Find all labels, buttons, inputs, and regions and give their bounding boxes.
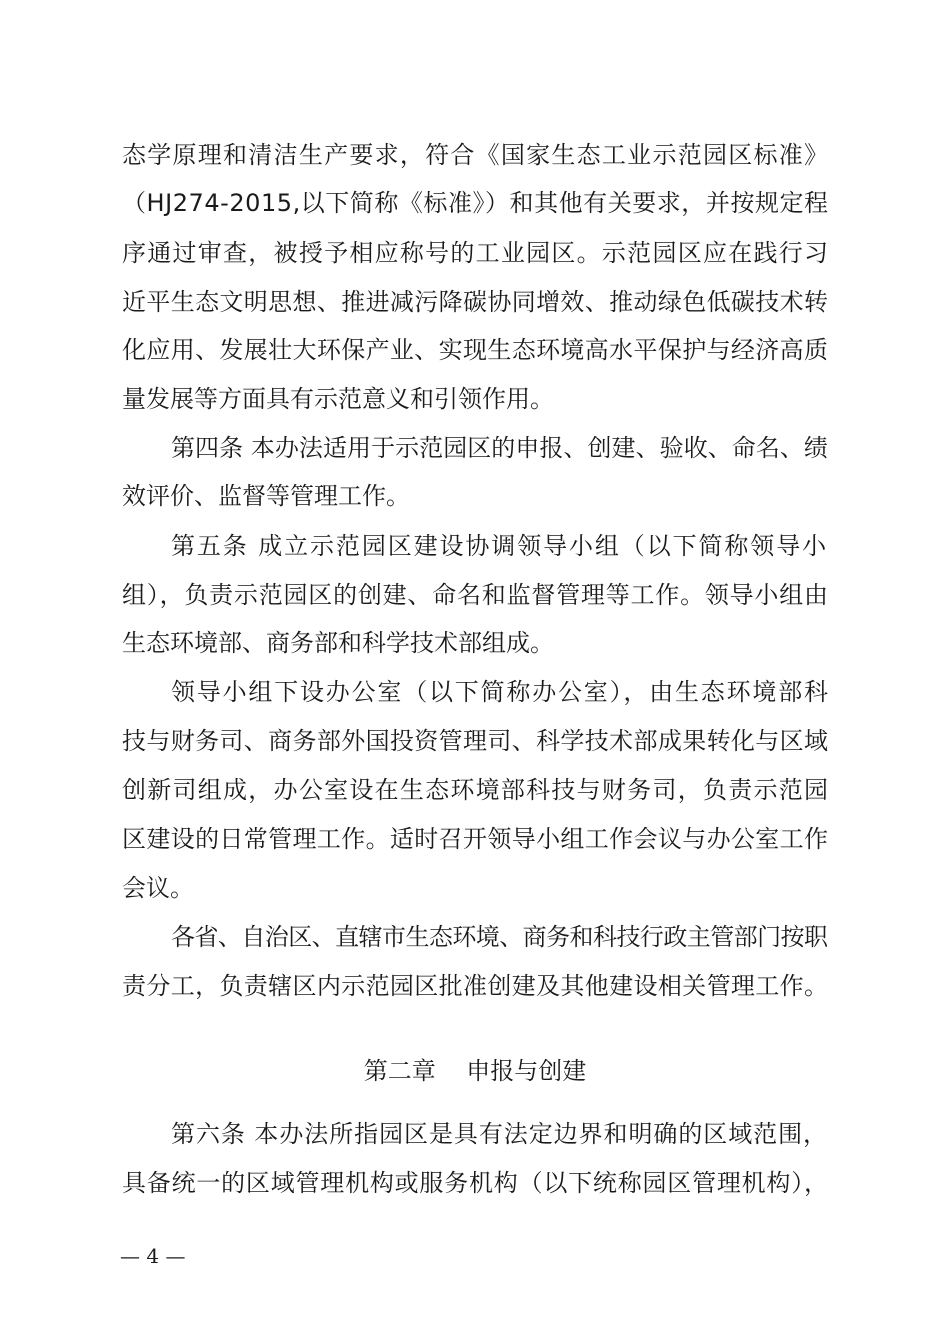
body-text-line: 组），负责示范园区的创建、命名和监督管理等工作。领导小组由 (122, 581, 829, 609)
body-text-line: 效评价、监督等管理工作。 (122, 482, 410, 510)
body-text-line: 具备统一的区域管理机构或服务机构（以下统称园区管理机构）， (122, 1169, 829, 1197)
paragraph-first-line: 领导小组下设办公室（以下简称办公室），由生态环境部科 (171, 678, 830, 706)
body-text-line: 近平生态文明思想、推进减污降碳协同增效、推动绿色低碳技术转 (122, 288, 829, 316)
body-text-line: 创新司组成，办公室设在生态环境部科技与财务司，负责示范园 (122, 776, 830, 804)
body-text-line: 责分工，负责辖区内示范园区批准创建及其他建设相关管理工作。 (122, 972, 829, 1000)
article-5-first-line: 第五条 成立示范园区建设协调领导小组（以下简称领导小 (171, 532, 828, 560)
body-text-line: 技与财务司、商务部外国投资管理司、科学技术部成果转化与区域 (122, 727, 829, 755)
body-text-line: 化应用、发展壮大环保产业、实现生态环境高水平保护与经济高质 (122, 336, 829, 364)
body-text-line: 态学原理和清洁生产要求，符合《国家生态工业示范园区标准》 (122, 141, 830, 169)
paragraph-first-line: 各省、自治区、直辖市生态环境、商务和科技行政主管部门按职 (171, 923, 828, 951)
body-text-line: 序通过审查，被授予相应称号的工业园区。示范园区应在践行习 (122, 239, 830, 267)
body-text-line: （HJ274-2015,以下简称《标准》）和其他有关要求，并按规定程 (122, 189, 829, 217)
article-4-first-line: 第四条 本办法适用于示范园区的申报、创建、验收、命名、绩 (171, 434, 828, 462)
chapter-heading: 第二章 申报与创建 (363, 1057, 587, 1085)
page-number: — 4 — (120, 1244, 186, 1268)
body-text-line: 生态环境部、商务部和科学技术部组成。 (122, 629, 554, 657)
article-6-first-line: 第六条 本办法所指园区是具有法定边界和明确的区域范围， (171, 1120, 828, 1148)
body-text-line: 会议。 (122, 874, 194, 902)
body-text-line: 区建设的日常管理工作。适时召开领导小组工作会议与办公室工作 (122, 825, 829, 853)
body-text-line: 量发展等方面具有示范意义和引领作用。 (122, 385, 554, 413)
